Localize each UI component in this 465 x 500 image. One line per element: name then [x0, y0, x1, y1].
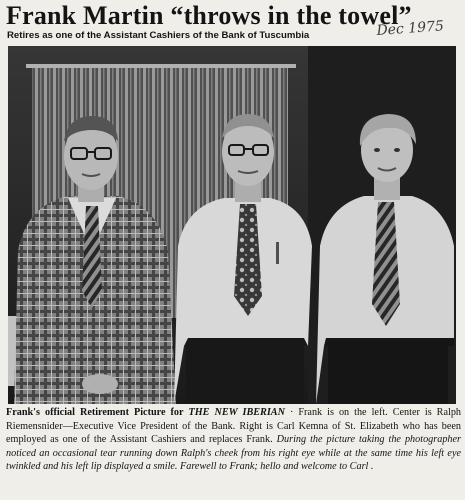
headline: Frank Martin “throws in the towel”: [6, 1, 412, 30]
photo-caption: [6, 406, 461, 474]
retirement-photo: [8, 46, 456, 404]
handwritten-date: Dec 1975: [376, 18, 445, 39]
caption-lead: Frank's official Retirement Picture for: [6, 407, 184, 418]
caption-body: · Frank is on the left. Center is Ralph Riemensnider—Executive Vice President of the Bank. Right is Carl Kemna of St. Elizabeth who has been employed as one of the Assistant Cashiers and replaces Frank.: [6, 407, 462, 446]
newspaper-name: THE NEW IBERIAN: [188, 407, 285, 418]
subheadline: Retires as one of the Assistant Cashiers of the Bank of Tuscumbia: [7, 30, 310, 41]
caption-story: During the picture taking the photographer noticed an occasional tear running down Ralph's cheek from his right eye while at the same time his left eye twinkled and his left lip displayed a smile. Farewell to Frank; hello and welcome to Carl .: [6, 434, 461, 473]
